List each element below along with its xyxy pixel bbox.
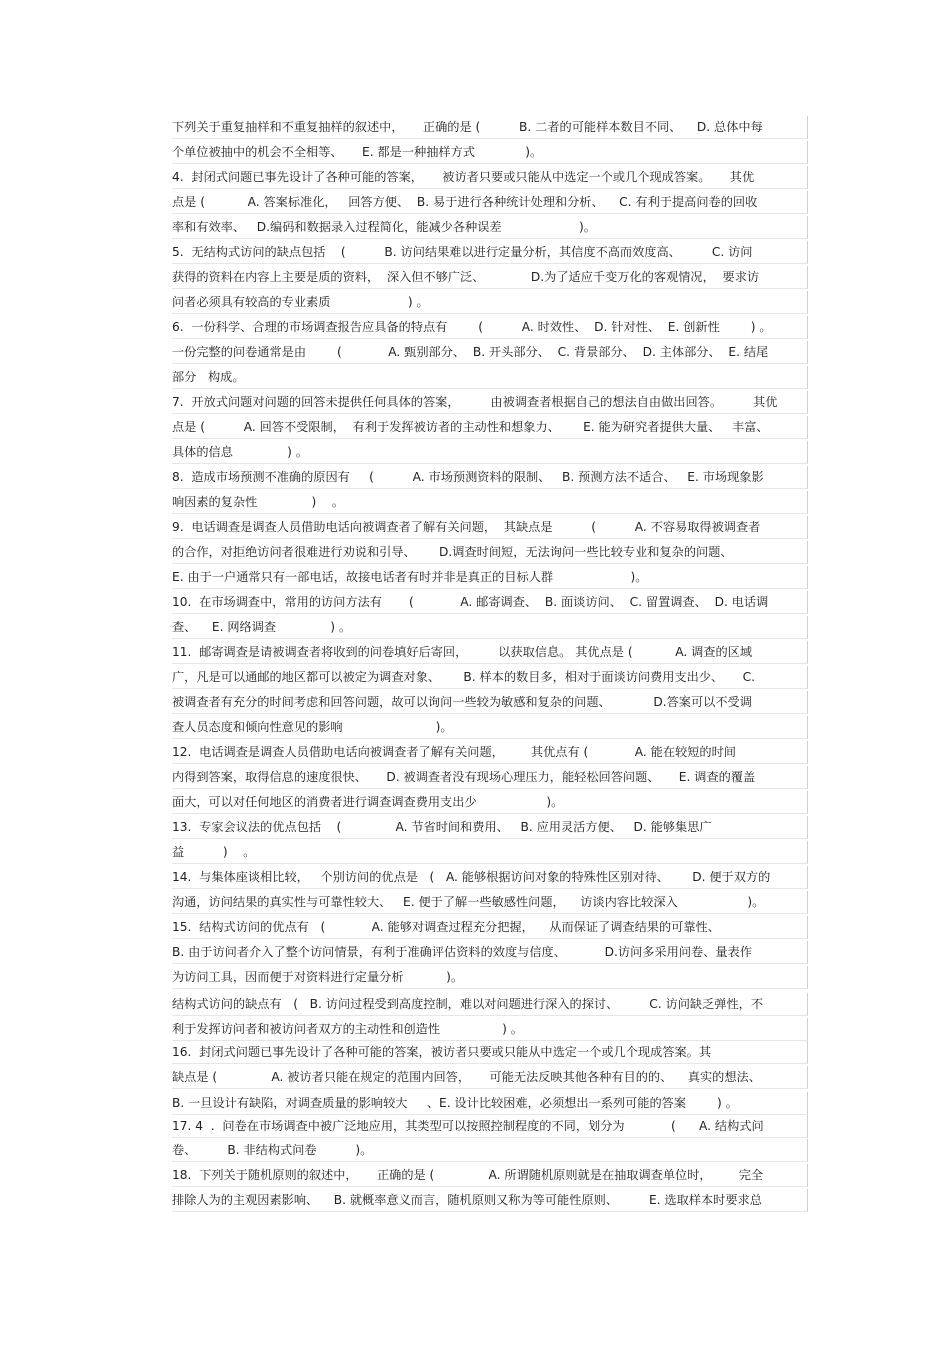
- text-line: 6. 一份科学、合理的市场调查报告应具备的特点有 ( A. 时效性、 D. 针对性、 E. 创新性 ) 。: [172, 316, 808, 339]
- text-line: 结构式访问的缺点有 ( B. 访问过程受到高度控制，难以对问题进行深入的探讨、 C. 访问缺乏弹性，不: [172, 993, 808, 1016]
- text-line: 益 ) 。: [172, 841, 808, 864]
- text-line: 点是 ( A. 回答不受限制， 有利于发挥被访者的主动性和想象力、 E. 能为研究者提供大量、 丰富、: [172, 416, 808, 439]
- text-line: 一份完整的问卷通常是由 ( A. 甄别部分、 B. 开头部分、 C. 背景部分、 D. 主体部分、 E. 结尾: [172, 341, 808, 364]
- text-line: 内得到答案，取得信息的速度很快、 D. 被调查者没有现场心理压力，能轻松回答问题、 E. 调查的覆盖: [172, 766, 808, 789]
- text-line: 10. 在市场调查中，常用的访问方法有 ( A. 邮寄调查、 B. 面谈访问、 C. 留置调查、 D. 电话调: [172, 591, 808, 614]
- text-line: 12. 电话调查是调查人员借助电话向被调查者了解有关问题， 其优点有 ( A. 能在较短的时间: [172, 741, 808, 764]
- text-line: 15. 结构式访问的优点有 ( A. 能够对调查过程充分把握， 从而保证了调查结果的可靠性、: [172, 916, 808, 939]
- text-line: 排除人为的主观因素影响、 B. 就概率意义而言，随机原则又称为等可能性原则、 E. 选取样本时要求总: [172, 1189, 808, 1212]
- text-line: 响因素的复杂性 ) 。: [172, 491, 808, 514]
- text-line: 问者必须具有较高的专业素质 ) 。: [172, 291, 808, 314]
- text-line: 13. 专家会议法的优点包括 ( A. 节省时间和费用、 B. 应用灵活方便、 D. 能够集思广: [172, 816, 808, 839]
- text-line: 率和有效率、 D.编码和数据录入过程简化，能减少各种误差 )。: [172, 216, 808, 239]
- text-line: 沟通，访问结果的真实性与可靠性较大、 E. 便于了解一些敏感性问题， 访谈内容比较深入 )。: [172, 891, 808, 914]
- text-line: 面大，可以对任何地区的消费者进行调查调查费用支出少 )。: [172, 791, 808, 814]
- text-line: 7. 开放式问题对问题的回答未提供任何具体的答案， 由被调查者根据自己的想法自由做出回答。 其优: [172, 391, 808, 414]
- text-line: 点是 ( A. 答案标准化， 回答方便、 B. 易于进行各种统计处理和分析、 C. 有利于提高问卷的回收: [172, 191, 808, 214]
- text-line: B. 由于访问者介入了整个访问情景，有利于准确评估资料的效度与信度、 D.访问多采用问卷、量表作: [172, 941, 808, 964]
- text-line: 为访问工具，因而便于对资料进行定量分析 )。: [172, 966, 808, 989]
- text-line: 缺点是 ( A. 被访者只能在规定的范围内回答， 可能无法反映其他各种有目的的、 真实的想法、: [172, 1066, 808, 1089]
- text-line: 被调查者有充分的时间考虑和回答问题，故可以询问一些较为敏感和复杂的问题、 D.答案可以不受调: [172, 691, 808, 714]
- text-line: 部分 构成。: [172, 366, 808, 389]
- text-line: 16. 封闭式问题已事先设计了各种可能的答案，被访者只要或只能从中选定一个或几个现成答案。其: [172, 1041, 808, 1064]
- text-line: 14. 与集体座谈相比较， 个别访问的优点是 ( A. 能够根据访问对象的特殊性区别对待、 D. 便于双方的: [172, 866, 808, 889]
- text-line: E. 由于一户通常只有一部电话，故接电话者有时并非是真正的目标人群 )。: [172, 566, 808, 589]
- text-line: 卷、 B. 非结构式问卷 )。: [172, 1139, 808, 1162]
- text-line: B. 一旦设计有缺陷，对调查质量的影响较大 、E. 设计比较困难，必须想出一系列可能的答案 ) 。: [172, 1092, 808, 1115]
- text-line: 具体的信息 ) 。: [172, 441, 808, 464]
- text-line: 9. 电话调查是调查人员借助电话向被调查者了解有关问题， 其缺点是 ( A. 不容易取得被调查者: [172, 516, 808, 539]
- text-line: 18. 下列关于随机原则的叙述中， 正确的是 ( A. 所谓随机原则就是在抽取调查单位时， 完全: [172, 1164, 808, 1187]
- text-line: 17. 4 . 问卷在市场调查中被广泛地应用，其类型可以按照控制程度的不同，划分为 ( A. 结构式问: [172, 1115, 808, 1138]
- text-line: 下列关于重复抽样和不重复抽样的叙述中， 正确的是 ( B. 二者的可能样本数目不同、 D. 总体中每: [172, 116, 808, 139]
- text-line: 11. 邮寄调查是请被调查者将收到的问卷填好后寄回， 以获取信息。 其优点是 ( A. 调查的区域: [172, 641, 808, 664]
- text-line: 个单位被抽中的机会不全相等、 E. 都是一种抽样方式 )。: [172, 141, 808, 164]
- text-line: 查人员态度和倾向性意见的影响 )。: [172, 716, 808, 739]
- text-line: 的合作，对拒绝访问者很难进行劝说和引导、 D.调查时间短，无法询问一些比较专业和复杂的问题、: [172, 541, 808, 564]
- text-line: 获得的资料在内容上主要是质的资料， 深入但不够广泛、 D.为了适应千变万化的客观情况， 要求访: [172, 266, 808, 289]
- text-line: 4. 封闭式问题已事先设计了各种可能的答案， 被访者只要或只能从中选定一个或几个现成答案。 其优: [172, 166, 808, 189]
- text-line: 查、 E. 网络调查 ) 。: [172, 616, 808, 639]
- text-line: 5. 无结构式访问的缺点包括 ( B. 访问结果难以进行定量分析，其信度不高而效度高、 C. 访问: [172, 241, 808, 264]
- text-line: 利于发挥访问者和被访问者双方的主动性和创造性 ) 。: [172, 1018, 808, 1041]
- text-line: 广，凡是可以通邮的地区都可以被定为调查对象、 B. 样本的数目多，相对于面谈访问费用支出少、 C.: [172, 666, 808, 689]
- text-line: 8. 造成市场预测不准确的原因有 ( A. 市场预测资料的限制、 B. 预测方法不适合、 E. 市场现象影: [172, 466, 808, 489]
